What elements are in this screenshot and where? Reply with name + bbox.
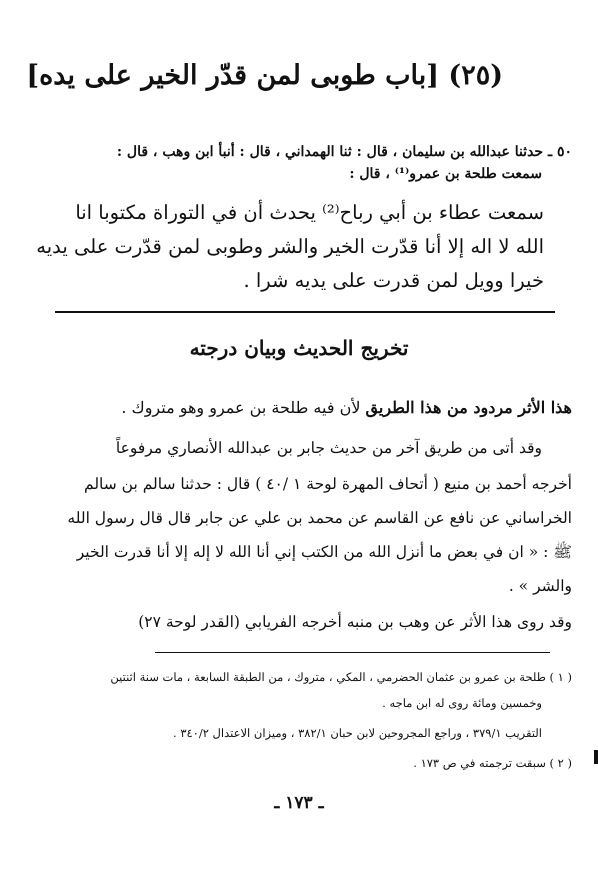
takhrij-line-4: ﷺ : « ان في بعض ما أنزل الله من الكتب إني أنا الله لا إله إلا أنا قدرت الخير xyxy=(76,543,572,561)
footnote-2: ( ٢ ) سبقت ترجمته في ص ١٧٣ . xyxy=(413,756,572,770)
takhrij-line-3: الخراساني عن نافع عن القاسم عن محمد بن علي عن جابر قال قال رسول الله xyxy=(67,509,572,527)
footnote-1-line-1: ( ١ ) طلحة بن عمرو بن عثمان الحضرمي ، المكي ، متروك ، من الطبقة السابعة ، مات سنة اثنتين xyxy=(110,670,572,684)
hadith-matn-line-2: الله لا اله إلا أنا قدّرت الخير والشر وطوبى لمن قدّرت على يديه xyxy=(36,235,544,258)
verdict-rest: لأن فيه طلحة بن عمرو وهو متروك . xyxy=(121,398,366,417)
verdict-bold: هذا الأثر مردود من هذا الطريق xyxy=(365,398,572,417)
page-number: ـ ١٧٣ ـ xyxy=(274,793,324,813)
edge-mark xyxy=(594,750,598,764)
isnad-text-1: حدثنا عبدالله بن سليمان ، قال : ثنا الهمداني ، قال : أنبأ ابن وهب ، قال : xyxy=(116,144,544,160)
hadith-isnad-line-2: سمعت طلحة بن عمرو⁽¹⁾ ، قال : xyxy=(349,166,542,182)
divider-rule xyxy=(55,311,555,313)
hadith-matn-line-1: سمعت عطاء بن أبي رباح⁽²⁾ يحدث أن في التوراة مكتوبا انا xyxy=(75,201,544,224)
takhrij-line-1: وقد أتى من طريق آخر من حديث جابر بن عبدالله الأنصاري مرفوعاً xyxy=(115,439,542,457)
takhrij-line-5: والشر » . xyxy=(508,577,572,595)
hadith-number: ٥٠ ـ xyxy=(547,144,572,160)
takhrij-last-line: وقد روى هذا الأثر عن وهب بن منبه أخرجه الفريابي (القدر لوحة ٢٧) xyxy=(138,613,572,631)
section-title: تخريج الحديث وبيان درجته xyxy=(189,336,409,360)
footnote-rule xyxy=(155,652,550,653)
chapter-title: (٢٥) [باب طوبى لمن قدّر الخير على يده] xyxy=(26,60,503,91)
footnote-1-line-3: التقريب ٣٧٩/١ ، وراجع المجروحين لابن حبان ٣٨٢/١ ، وميزان الاعتدال ٣٤٠/٢ . xyxy=(173,726,542,740)
footnote-1-line-2: وخمسين ومائة روى له ابن ماجه . xyxy=(382,696,542,710)
hadith-matn-line-3: خيرا وويل لمن قدرت على يديه شرا . xyxy=(243,269,544,292)
takhrij-line-2: أخرجه أحمد بن منيع ( أتحاف المهرة لوحة ١ /٤٠ ) قال : حدثنا سالم بن سالم xyxy=(84,475,572,493)
verdict-line xyxy=(30,396,572,420)
hadith-isnad-line-1 xyxy=(30,142,572,162)
